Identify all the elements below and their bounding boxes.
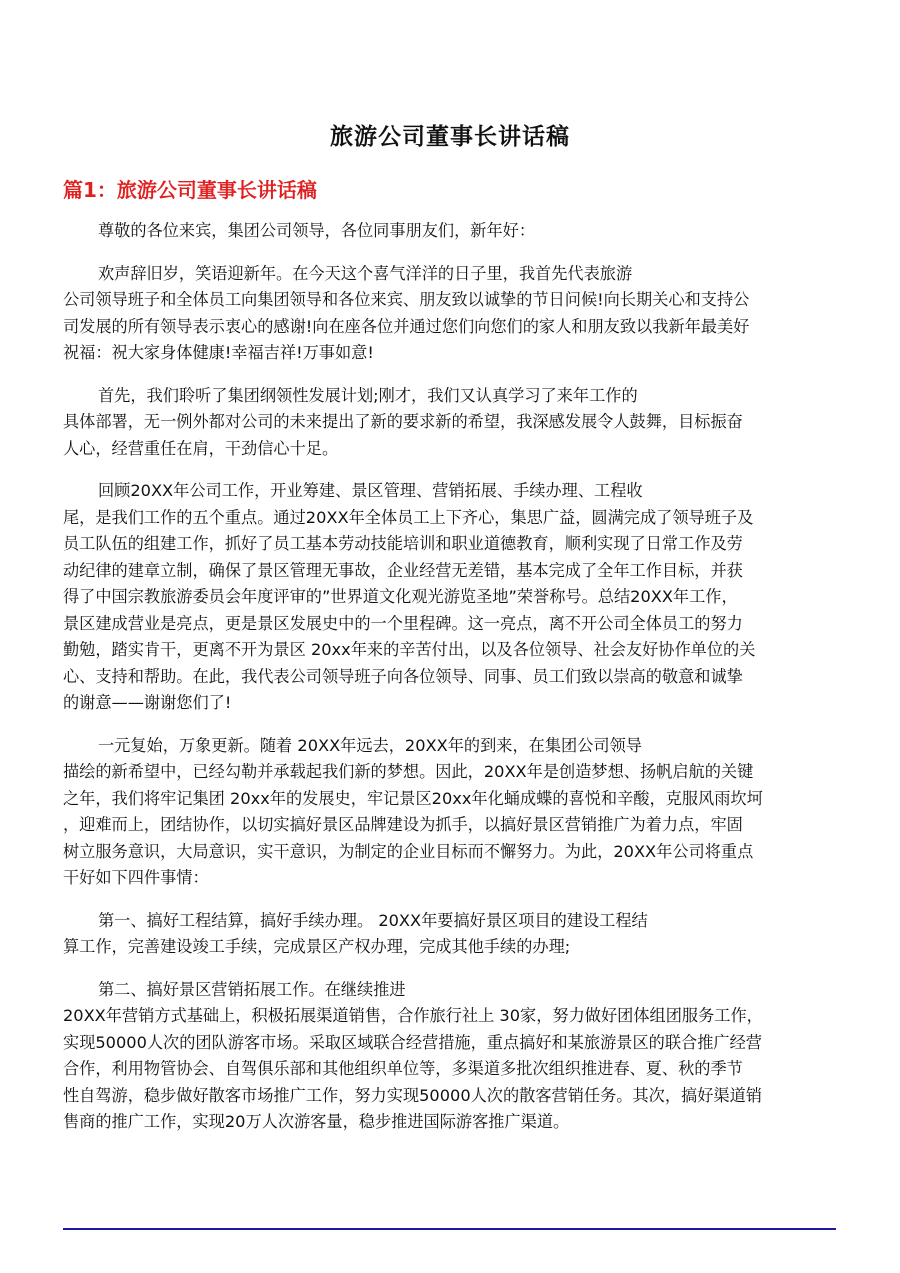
paragraph-line: 动纪律的建章立制，确保了景区管理无事故，企业经营无差错，基本完成了全年工作目标，并获: [63, 560, 743, 580]
paragraph-line: 合作，利用物管协会、自驾俱乐部和其他组织单位等，多渠道多批次组织推进春、夏、秋的季节: [63, 1059, 743, 1078]
body-paragraph: [63, 383, 836, 463]
paragraph-line: 首先，我们聆听了集团纲领性发展计划;刚才，我们又认真学习了来年工作的: [98, 385, 638, 405]
paragraph-line: 勤勉，踏实肯干，更离不开为景区 20xx年来的辛苦付出，以及各位领导、社会友好协作单位的关: [63, 640, 756, 659]
paragraph-line: 树立服务意识，大局意识，实干意识，为制定的企业目标而不懈努力。为此，20XX年公司将重点: [63, 841, 754, 861]
body-paragraph: [63, 478, 836, 717]
paragraph-line: ，迎难而上，团结协作，以切实搞好景区品牌建设为抓手，以搞好景区营销推广为着力点，牢固: [63, 815, 743, 834]
paragraph-line: 性自驾游，稳步做好散客市场推广工作，努力实现50000人次的散客营销任务。其次，搞好渠道销: [63, 1085, 762, 1105]
paragraph-line: 欢声辞旧岁，笑语迎新年。在今天这个喜气洋洋的日子里，我首先代表旅游: [98, 263, 633, 283]
paragraph-line: 得了中国宗教旅游委员会年度评审的”世界道文化观光游览圣地”荣誉称号。总结20XX年工作，: [63, 587, 738, 606]
paragraph-line: 祝福：祝大家身体健康!幸福吉祥!万事如意!: [63, 343, 374, 362]
paragraph-line: 描绘的新希望中，已经勾勒并承载起我们新的梦想。因此，20XX年是创造梦想、扬帆启航的关键: [63, 762, 754, 781]
paragraph-line: 回顾20XX年公司工作，开业筹建、景区管理、营销拓展、手续办理、工程收: [98, 481, 643, 500]
paragraph-line: 景区建成营业是亮点，更是景区发展史中的一个里程碑。这一亮点，离不开公司全体员工的努力: [63, 613, 743, 633]
body-paragraph: [63, 977, 836, 1136]
body-paragraph: [63, 218, 836, 245]
paragraph-line: 司发展的所有领导表示衷心的感谢!向在座各位并通过您们向您们的家人和朋友致以我新年最美好: [63, 316, 750, 336]
document-body: [63, 218, 836, 1152]
body-paragraph: [63, 908, 836, 961]
paragraph-line: 实现50000人次的团队游客市场。采取区域联合经营措施，重点搞好和某旅游景区的联合推广经营: [63, 1032, 762, 1052]
paragraph-line: 的谢意——谢谢您们了!: [63, 693, 232, 712]
footer-divider: [63, 1228, 836, 1230]
paragraph-line: 人心，经营重任在肩，干劲信心十足。: [63, 438, 339, 458]
paragraph-line: 干好如下四件事情：: [63, 868, 209, 887]
body-paragraph: [63, 733, 836, 892]
paragraph-line: 售商的推广工作，实现20万人次游客量，稳步推进国际游客推广渠道。: [63, 1112, 570, 1131]
section-heading: 篇1：旅游公司董事长讲话稿: [63, 178, 317, 202]
paragraph-line: 20XX年营销方式基础上，积极拓展渠道销售，合作旅行社上 30家，努力做好团体组团服务工作，: [63, 1006, 763, 1025]
paragraph-line: 具体部署，无一例外都对公司的未来提出了新的要求新的希望，我深感发展令人鼓舞，目标振奋: [63, 412, 743, 431]
paragraph-line: 尾，是我们工作的五个重点。通过20XX年全体员工上下齐心，集思广益，圆满完成了领导班子及: [63, 507, 754, 527]
paragraph-line: 心、支持和帮助。在此，我代表公司领导班子向各位领导、同事、员工们致以崇高的敬意和诚挚: [63, 666, 743, 686]
body-paragraph: [63, 261, 836, 367]
paragraph-line: 第二、搞好景区营销拓展工作。在继续推进: [98, 979, 406, 999]
paragraph-line: 员工队伍的组建工作，抓好了员工基本劳动技能培训和职业道德教育，顺利实现了日常工作及劳: [63, 534, 743, 553]
paragraph-line: 尊敬的各位来宾，集团公司领导，各位同事朋友们，新年好：: [98, 221, 536, 240]
paragraph-line: 一元复始，万象更新。随着 20XX年远去，20XX年的到来，在集团公司领导: [98, 735, 642, 755]
document-title: 旅游公司董事长讲话稿: [330, 124, 570, 150]
paragraph-line: 公司领导班子和全体员工向集团领导和各位来宾、朋友致以诚挚的节日问候!向长期关心和支持公: [63, 290, 750, 309]
paragraph-line: 之年，我们将牢记集团 20xx年的发展史，牢记景区20xx年化蛹成蝶的喜悦和辛酸，克服风雨坎坷: [63, 788, 763, 808]
paragraph-line: 第一、搞好工程结算，搞好手续办理。 20XX年要搞好景区项目的建设工程结: [98, 910, 648, 930]
paragraph-line: 算工作，完善建设竣工手续，完成景区产权办理，完成其他手续的办理;: [63, 937, 571, 956]
